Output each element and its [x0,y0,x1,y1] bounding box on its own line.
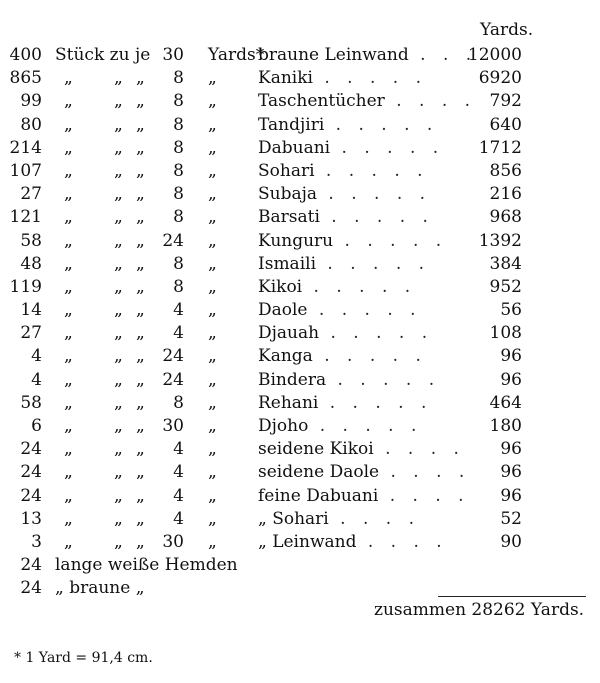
ditto-mark: „ [208,207,217,228]
row-yards: 384 [489,253,522,274]
leader-dots: . . . . [356,531,448,552]
ditto-mark: „ [114,114,123,135]
ditto-mark: „ [208,462,217,483]
row-quantity: 4 [31,346,42,367]
table-row [0,206,600,229]
row-fabric-name [258,160,429,183]
row-quantity: 58 [20,230,42,251]
ditto-mark: „ [208,68,217,89]
row-fabric-name [258,461,470,484]
total-rule [438,596,586,597]
table-row [0,160,600,183]
table-row [0,415,600,438]
row-quantity: 80 [20,114,42,135]
row-yards: 968 [489,207,522,228]
ditto-mark: „ [208,392,217,413]
ditto-mark: „ [114,230,123,251]
ditto-mark: „ [64,531,73,552]
leader-dots: . . . . [373,439,465,460]
table-row [0,253,600,276]
ditto-mark: „ [114,68,123,89]
ditto-mark: „ [208,160,217,181]
leader-dots: . . . . . [317,184,432,205]
row-quantity: 107 [9,160,42,181]
row-quantity: 24 [20,485,42,506]
row-piece-length: 24 [162,369,184,390]
fabric-name-text: Kikoi [258,276,303,297]
fabric-name-text: „ Leinwand [258,531,357,552]
ditto-mark: „ [64,439,73,460]
ditto-mark: „ [64,300,73,321]
row-quantity: 48 [20,253,42,274]
fabric-name-text: Dabuani [258,137,331,158]
leader-dots: . . . . . [326,369,441,390]
ditto-mark: „ [208,439,217,460]
row-quantity: 13 [20,508,42,529]
fabric-name-text: seidene Daole [258,462,380,483]
row-yards: 96 [500,485,522,506]
ditto-mark: „ [136,114,145,135]
row-yards: 56 [500,300,522,321]
row-piece-length: 8 [173,137,184,158]
shirt-description: lange weiße Hemden [55,555,238,576]
row-piece-length: 4 [173,439,184,460]
ditto-mark: „ [208,369,217,390]
row-quantity: 24 [20,555,42,576]
ditto-mark: „ [136,137,145,158]
ditto-mark: „ [136,91,145,112]
row-yards: 856 [489,160,522,181]
fabric-name-text: Kanga [258,346,313,367]
row-fabric-name [258,322,433,345]
ditto-mark: „ [208,91,217,112]
row-unit-phrase: Stück zu je [55,45,151,65]
row-piece-length: 4 [173,485,184,506]
fabric-name-text: Kunguru [258,230,334,251]
ditto-mark: „ [208,137,217,158]
row-fabric-name [258,345,427,368]
leader-dots: . . . . [378,485,470,506]
ditto-mark: „ [136,207,145,228]
leader-dots: . . . . . [312,68,428,89]
fabric-name-text: Kaniki [258,68,313,89]
ditto-mark: „ [208,184,217,205]
row-piece-length: 8 [173,276,184,297]
leader-dots: . . . . [328,508,420,529]
ditto-mark: „ [136,300,145,321]
ditto-mark: „ [208,114,217,135]
row-fabric-name [258,531,448,554]
table-row [0,90,600,113]
row-yards: 12000 [467,45,522,65]
shirt-row [0,554,600,577]
row-piece-length: 4 [173,508,184,529]
row-fabric-name [258,415,422,438]
table-row [0,461,600,484]
leader-dots: . . . . [379,462,471,483]
ditto-mark: „ [114,369,123,390]
leader-dots: . . . . . [330,137,445,158]
row-quantity: 99 [20,91,42,112]
row-yards: 90 [500,531,522,552]
fabric-name-text: Daole [258,300,308,321]
ditto-mark: „ [114,91,123,112]
row-fabric-name [258,44,477,67]
leader-dots: . . . . . [302,276,417,297]
row-quantity: 119 [9,276,42,297]
fabric-name-text: braune Leinwand [258,45,409,65]
ditto-mark: „ [208,276,217,297]
row-quantity: 4 [31,369,42,390]
ditto-mark: „ [136,485,145,506]
ditto-mark: „ [114,137,123,158]
row-piece-length: 8 [173,184,184,205]
leader-dots: . . . . [384,91,477,112]
leader-dots: . . . . . [316,253,431,274]
leader-dots: . . . . . [318,392,433,413]
ditto-mark: „ [136,253,145,274]
row-yards: 96 [500,346,522,367]
leader-dots: . . . . . [308,416,423,436]
ditto-mark: „ [208,508,217,529]
row-quantity: 24 [20,439,42,460]
row-quantity: 214 [9,137,42,158]
footnote: * 1 Yard = 91,4 cm. [14,650,153,666]
row-yards: 216 [489,184,522,205]
row-fabric-name [258,183,431,206]
ditto-mark: „ [64,137,73,158]
ditto-mark: „ [136,230,145,251]
row-piece-length: 4 [173,462,184,483]
ditto-mark: „ [114,160,123,181]
row-fabric-name [258,137,444,160]
row-quantity: 6 [31,416,42,436]
table-row [0,67,600,90]
row-yards: 792 [489,91,522,112]
ditto-mark: „ [114,416,123,436]
ditto-mark: „ [136,323,145,344]
row-fabric-name [258,485,470,508]
fabric-name-text: Djoho [258,416,309,436]
fabric-name-text: Subaja [258,184,318,205]
ditto-mark: „ [64,462,73,483]
table-row [0,531,600,554]
table-row [0,137,600,160]
ditto-mark: „ [114,300,123,321]
row-fabric-name [258,438,465,461]
ditto-mark: „ [208,230,217,251]
row-piece-length: 30 [162,45,184,65]
ditto-mark: „ [136,346,145,367]
ditto-mark: „ [136,439,145,460]
fabric-name-text: Tandjiri [258,114,325,135]
ditto-mark: „ [64,253,73,274]
fabric-name-text: Rehani [258,392,319,413]
ditto-mark: „ [64,114,73,135]
table-row [0,345,600,368]
row-fabric-name [258,369,440,392]
ditto-mark: „ [208,416,217,436]
row-piece-length: 8 [173,68,184,89]
ditto-mark: „ [136,160,145,181]
ditto-mark: „ [208,346,217,367]
ditto-mark: „ [64,416,73,436]
ditto-mark: „ [136,508,145,529]
row-fabric-name [258,276,416,299]
row-fabric-name [258,299,422,322]
table-row [0,276,600,299]
ditto-mark: „ [114,253,123,274]
shirt-row [0,577,600,600]
row-piece-length: 30 [162,416,184,436]
ditto-mark: „ [136,392,145,413]
ditto-mark: „ [136,184,145,205]
ditto-mark: „ [208,531,217,552]
row-yards: 96 [500,369,522,390]
ditto-mark: „ [136,462,145,483]
row-yards: 464 [489,392,522,413]
fabric-name-text: feine Dabuani [258,485,379,506]
row-quantity: 3 [31,531,42,552]
fabric-name-text: seidene Kikoi [258,439,374,460]
row-piece-length: 4 [173,300,184,321]
leader-dots: . . . . . [333,230,448,251]
row-fabric-name [258,206,434,229]
ditto-mark: „ [114,207,123,228]
ditto-mark: „ [208,300,217,321]
row-quantity: 121 [9,207,42,228]
ditto-mark: „ [136,416,145,436]
ditto-mark: „ [114,346,123,367]
table-row [0,438,600,461]
ditto-mark: „ [136,531,145,552]
row-piece-length: 30 [162,531,184,552]
row-yards: 52 [500,508,522,529]
ditto-mark: „ [136,68,145,89]
row-yards: 1712 [478,137,522,158]
fabric-name-text: „ Sohari [258,508,329,529]
row-piece-length: 8 [173,207,184,228]
fabric-name-text: Taschentücher [258,91,385,112]
row-piece-length: 8 [173,392,184,413]
table-row [0,369,600,392]
row-fabric-name [258,508,420,531]
row-yards: 1392 [478,230,522,251]
row-unit: Yards* [208,45,265,65]
inventory-table [0,44,600,601]
row-yards: 96 [500,439,522,460]
fabric-name-text: Sohari [258,160,315,181]
leader-dots: . . . . . [319,323,434,344]
ditto-mark: „ [208,253,217,274]
fabric-name-text: Djauah [258,323,320,344]
row-quantity: 27 [20,323,42,344]
row-quantity: 58 [20,392,42,413]
row-piece-length: 8 [173,253,184,274]
ditto-mark: „ [64,160,73,181]
table-row [0,485,600,508]
ditto-mark: „ [64,346,73,367]
table-row [0,44,600,67]
row-fabric-name [258,253,430,276]
table-row [0,392,600,415]
ditto-mark: „ [64,91,73,112]
row-piece-length: 24 [162,346,184,367]
ditto-mark: „ [114,439,123,460]
fabric-name-text: Barsati [258,207,320,228]
ditto-mark: „ [64,369,73,390]
row-fabric-name [258,392,432,415]
leader-dots: . . . . . [307,300,422,321]
ditto-mark: „ [114,276,123,297]
row-yards: 180 [489,416,522,436]
ditto-mark: „ [114,184,123,205]
ditto-mark: „ [136,276,145,297]
table-row [0,508,600,531]
ditto-mark: „ [208,485,217,506]
total-line: zusammen 28262 Yards. [374,600,585,620]
row-fabric-name [258,230,447,253]
ditto-mark: „ [64,485,73,506]
ditto-mark: „ [64,323,73,344]
leader-dots: . . . . . [324,114,439,135]
row-fabric-name [258,67,427,90]
row-piece-length: 4 [173,323,184,344]
row-quantity: 400 [9,45,42,65]
shirt-description: „ braune „ [55,578,145,599]
leader-dots: . . . [408,45,478,65]
table-row [0,299,600,322]
table-row [0,322,600,345]
row-quantity: 865 [9,68,42,89]
row-yards: 640 [489,114,522,135]
ditto-mark: „ [208,323,217,344]
fabric-name-text: Ismaili [258,253,317,274]
ditto-mark: „ [64,184,73,205]
row-piece-length: 8 [173,91,184,112]
row-yards: 108 [489,323,522,344]
table-row [0,114,600,137]
row-quantity: 24 [20,578,42,599]
yards-column-header: Yards. [480,20,534,40]
leader-dots: . . . . . [312,346,427,367]
leader-dots: . . . . . [314,160,429,181]
ditto-mark: „ [64,68,73,89]
row-quantity: 24 [20,462,42,483]
table-row [0,183,600,206]
ditto-mark: „ [114,531,123,552]
ditto-mark: „ [114,508,123,529]
row-fabric-name [258,114,438,137]
ditto-mark: „ [136,369,145,390]
ditto-mark: „ [114,323,123,344]
ditto-mark: „ [64,230,73,251]
table-row [0,230,600,253]
ditto-mark: „ [114,485,123,506]
ditto-mark: „ [64,508,73,529]
row-fabric-name [258,90,476,113]
row-yards: 952 [489,276,522,297]
ditto-mark: „ [64,276,73,297]
leader-dots: . . . . . [319,207,434,228]
row-piece-length: 8 [173,114,184,135]
fabric-name-text: Bindera [258,369,327,390]
row-quantity: 14 [20,300,42,321]
row-quantity: 27 [20,184,42,205]
row-yards: 96 [500,462,522,483]
ditto-mark: „ [64,392,73,413]
ditto-mark: „ [114,392,123,413]
row-piece-length: 8 [173,160,184,181]
ditto-mark: „ [64,207,73,228]
row-yards: 6920 [478,68,522,89]
ditto-mark: „ [114,462,123,483]
row-piece-length: 24 [162,230,184,251]
